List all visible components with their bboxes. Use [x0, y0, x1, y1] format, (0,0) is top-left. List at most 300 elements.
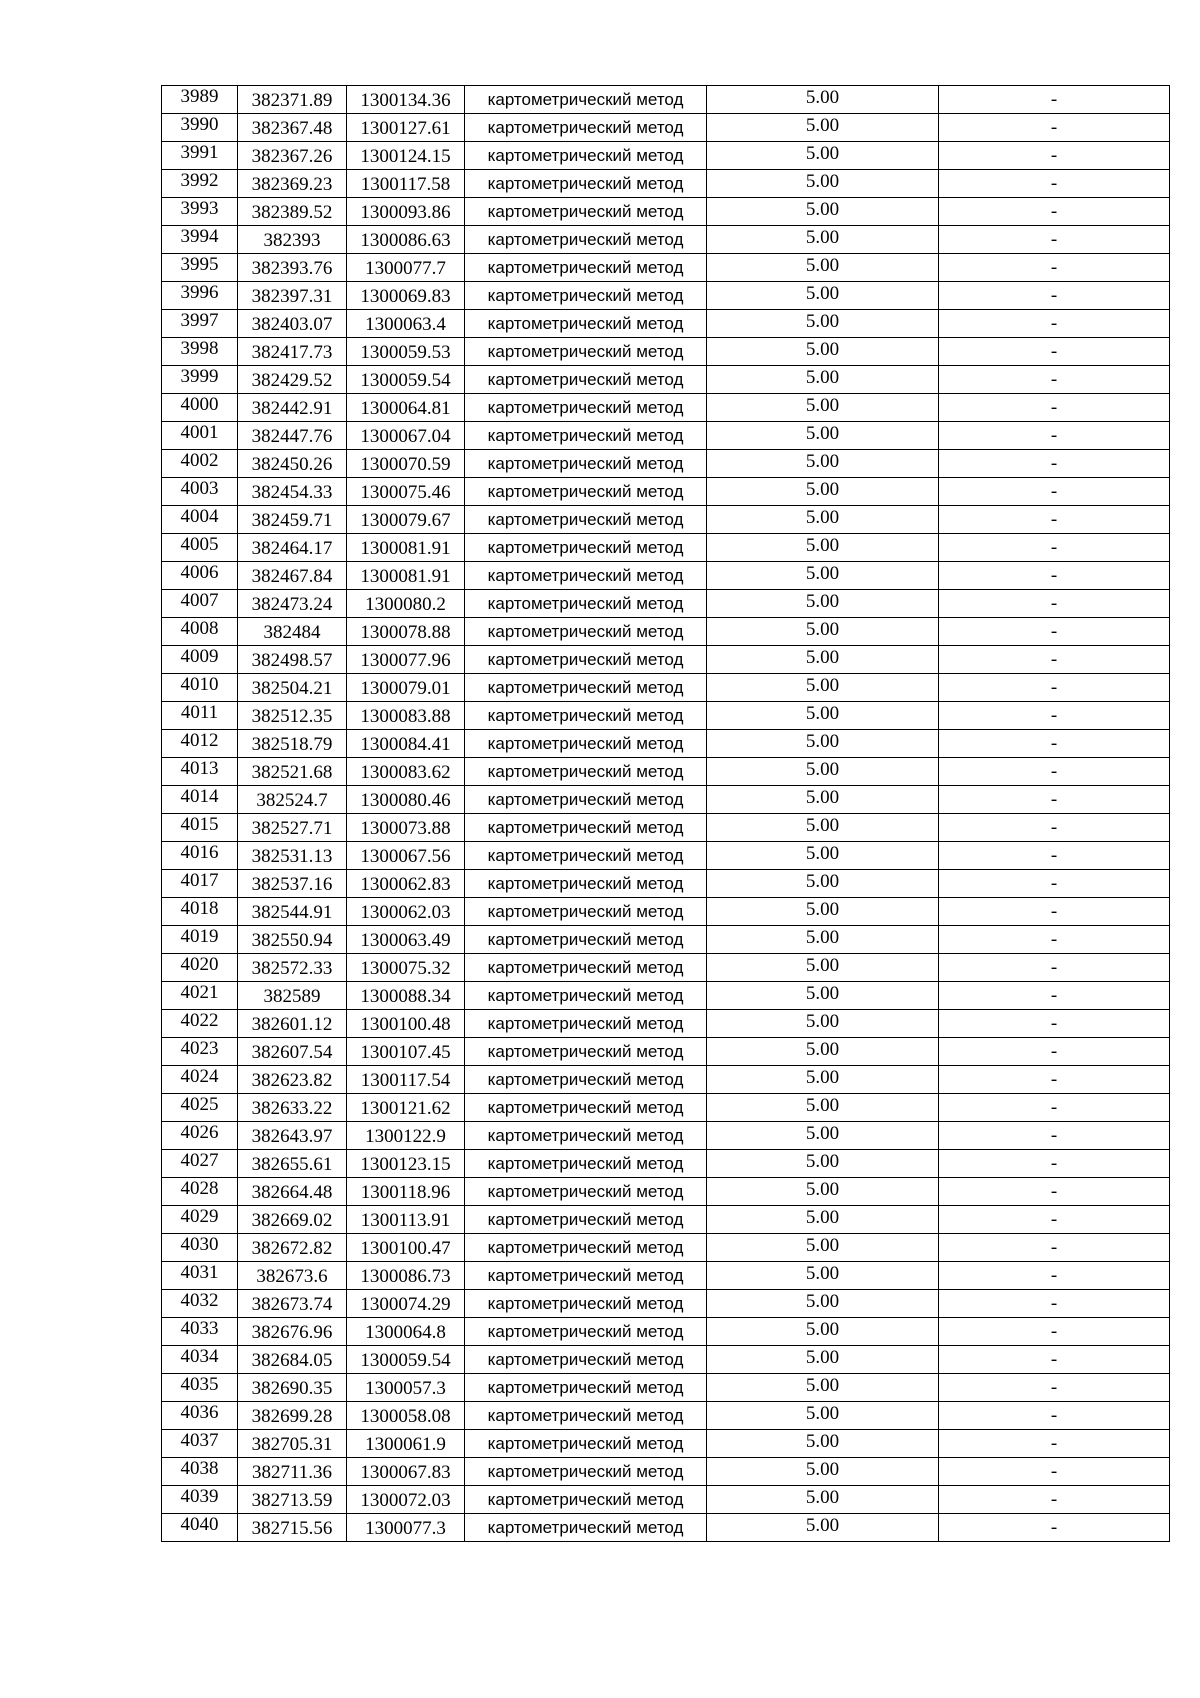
accuracy-cell: 5.00 [707, 730, 939, 758]
table-row [162, 1486, 1170, 1514]
method-cell: картометрический метод [465, 1206, 707, 1234]
table-row [162, 590, 1170, 618]
description-cell: - [939, 842, 1170, 870]
point-number-cell: 3991 [162, 142, 238, 170]
description-cell: - [939, 814, 1170, 842]
table-row [162, 982, 1170, 1010]
description-cell: - [939, 1262, 1170, 1290]
point-number-cell: 4030 [162, 1234, 238, 1262]
table-row [162, 1262, 1170, 1290]
table-row [162, 842, 1170, 870]
x-coordinate-cell: 382672.82 [238, 1234, 347, 1262]
method-cell: картометрический метод [465, 1318, 707, 1346]
point-number-cell: 4037 [162, 1430, 238, 1458]
method-cell: картометрический метод [465, 394, 707, 422]
table-row [162, 1234, 1170, 1262]
accuracy-cell: 5.00 [707, 142, 939, 170]
description-cell: - [939, 534, 1170, 562]
method-cell: картометрический метод [465, 478, 707, 506]
y-coordinate-cell: 1300059.54 [347, 1346, 465, 1374]
x-coordinate-cell: 382498.57 [238, 646, 347, 674]
x-coordinate-cell: 382643.97 [238, 1122, 347, 1150]
point-number-cell: 4032 [162, 1290, 238, 1318]
x-coordinate-cell: 382607.54 [238, 1038, 347, 1066]
x-coordinate-cell: 382711.36 [238, 1458, 347, 1486]
x-coordinate-cell: 382623.82 [238, 1066, 347, 1094]
description-cell: - [939, 86, 1170, 114]
x-coordinate-cell: 382473.24 [238, 590, 347, 618]
accuracy-cell: 5.00 [707, 590, 939, 618]
point-number-cell: 4039 [162, 1486, 238, 1514]
description-cell: - [939, 1514, 1170, 1542]
description-cell: - [939, 982, 1170, 1010]
x-coordinate-cell: 382393.76 [238, 254, 347, 282]
point-number-cell: 3989 [162, 86, 238, 114]
accuracy-cell: 5.00 [707, 310, 939, 338]
x-coordinate-cell: 382417.73 [238, 338, 347, 366]
accuracy-cell: 5.00 [707, 954, 939, 982]
table-row [162, 814, 1170, 842]
y-coordinate-cell: 1300079.67 [347, 506, 465, 534]
x-coordinate-cell: 382450.26 [238, 450, 347, 478]
table-row [162, 646, 1170, 674]
table-row [162, 1094, 1170, 1122]
description-cell: - [939, 954, 1170, 982]
method-cell: картометрический метод [465, 814, 707, 842]
x-coordinate-cell: 382442.91 [238, 394, 347, 422]
x-coordinate-cell: 382550.94 [238, 926, 347, 954]
method-cell: картометрический метод [465, 1374, 707, 1402]
y-coordinate-cell: 1300107.45 [347, 1038, 465, 1066]
method-cell: картометрический метод [465, 1402, 707, 1430]
accuracy-cell: 5.00 [707, 1374, 939, 1402]
point-number-cell: 4011 [162, 702, 238, 730]
table-row [162, 1374, 1170, 1402]
description-cell: - [939, 394, 1170, 422]
description-cell: - [939, 310, 1170, 338]
point-number-cell: 4027 [162, 1150, 238, 1178]
point-number-cell: 4026 [162, 1122, 238, 1150]
table-row [162, 506, 1170, 534]
point-number-cell: 4019 [162, 926, 238, 954]
description-cell: - [939, 730, 1170, 758]
accuracy-cell: 5.00 [707, 1066, 939, 1094]
description-cell: - [939, 170, 1170, 198]
method-cell: картометрический метод [465, 590, 707, 618]
point-number-cell: 4029 [162, 1206, 238, 1234]
description-cell: - [939, 114, 1170, 142]
point-number-cell: 3992 [162, 170, 238, 198]
description-cell: - [939, 1150, 1170, 1178]
description-cell: - [939, 870, 1170, 898]
y-coordinate-cell: 1300117.58 [347, 170, 465, 198]
y-coordinate-cell: 1300067.83 [347, 1458, 465, 1486]
y-coordinate-cell: 1300081.91 [347, 534, 465, 562]
accuracy-cell: 5.00 [707, 1206, 939, 1234]
y-coordinate-cell: 1300059.54 [347, 366, 465, 394]
accuracy-cell: 5.00 [707, 702, 939, 730]
point-number-cell: 3998 [162, 338, 238, 366]
method-cell: картометрический метод [465, 674, 707, 702]
x-coordinate-cell: 382521.68 [238, 758, 347, 786]
method-cell: картометрический метод [465, 338, 707, 366]
x-coordinate-cell: 382429.52 [238, 366, 347, 394]
description-cell: - [939, 1318, 1170, 1346]
x-coordinate-cell: 382673.6 [238, 1262, 347, 1290]
description-cell: - [939, 1010, 1170, 1038]
description-cell: - [939, 618, 1170, 646]
y-coordinate-cell: 1300075.32 [347, 954, 465, 982]
y-coordinate-cell: 1300063.4 [347, 310, 465, 338]
table-row [162, 1290, 1170, 1318]
accuracy-cell: 5.00 [707, 1150, 939, 1178]
x-coordinate-cell: 382715.56 [238, 1514, 347, 1542]
method-cell: картометрический метод [465, 870, 707, 898]
method-cell: картометрический метод [465, 142, 707, 170]
table-row [162, 674, 1170, 702]
accuracy-cell: 5.00 [707, 114, 939, 142]
y-coordinate-cell: 1300061.9 [347, 1430, 465, 1458]
table-row [162, 450, 1170, 478]
method-cell: картометрический метод [465, 226, 707, 254]
table-row [162, 562, 1170, 590]
point-number-cell: 4010 [162, 674, 238, 702]
table-row [162, 478, 1170, 506]
x-coordinate-cell: 382664.48 [238, 1178, 347, 1206]
accuracy-cell: 5.00 [707, 394, 939, 422]
description-cell: - [939, 1094, 1170, 1122]
x-coordinate-cell: 382459.71 [238, 506, 347, 534]
point-number-cell: 4020 [162, 954, 238, 982]
table-row [162, 1010, 1170, 1038]
x-coordinate-cell: 382669.02 [238, 1206, 347, 1234]
description-cell: - [939, 506, 1170, 534]
method-cell: картометрический метод [465, 310, 707, 338]
accuracy-cell: 5.00 [707, 982, 939, 1010]
coordinates-table-body [162, 86, 1170, 1542]
y-coordinate-cell: 1300064.81 [347, 394, 465, 422]
point-number-cell: 4016 [162, 842, 238, 870]
table-row [162, 618, 1170, 646]
point-number-cell: 4025 [162, 1094, 238, 1122]
table-row [162, 534, 1170, 562]
accuracy-cell: 5.00 [707, 1262, 939, 1290]
method-cell: картометрический метод [465, 1178, 707, 1206]
description-cell: - [939, 1458, 1170, 1486]
x-coordinate-cell: 382527.71 [238, 814, 347, 842]
method-cell: картометрический метод [465, 450, 707, 478]
method-cell: картометрический метод [465, 254, 707, 282]
accuracy-cell: 5.00 [707, 814, 939, 842]
table-row [162, 1402, 1170, 1430]
table-row [162, 1514, 1170, 1542]
description-cell: - [939, 674, 1170, 702]
x-coordinate-cell: 382393 [238, 226, 347, 254]
table-row [162, 1178, 1170, 1206]
accuracy-cell: 5.00 [707, 1430, 939, 1458]
table-row [162, 422, 1170, 450]
y-coordinate-cell: 1300057.3 [347, 1374, 465, 1402]
accuracy-cell: 5.00 [707, 1402, 939, 1430]
accuracy-cell: 5.00 [707, 1178, 939, 1206]
table-row [162, 1318, 1170, 1346]
x-coordinate-cell: 382531.13 [238, 842, 347, 870]
y-coordinate-cell: 1300059.53 [347, 338, 465, 366]
accuracy-cell: 5.00 [707, 226, 939, 254]
accuracy-cell: 5.00 [707, 282, 939, 310]
point-number-cell: 4033 [162, 1318, 238, 1346]
table-row [162, 1346, 1170, 1374]
accuracy-cell: 5.00 [707, 478, 939, 506]
table-row [162, 870, 1170, 898]
description-cell: - [939, 226, 1170, 254]
description-cell: - [939, 1234, 1170, 1262]
x-coordinate-cell: 382537.16 [238, 870, 347, 898]
point-number-cell: 4036 [162, 1402, 238, 1430]
point-number-cell: 3990 [162, 114, 238, 142]
method-cell: картометрический метод [465, 198, 707, 226]
x-coordinate-cell: 382518.79 [238, 730, 347, 758]
method-cell: картометрический метод [465, 786, 707, 814]
method-cell: картометрический метод [465, 534, 707, 562]
table-row [162, 86, 1170, 114]
accuracy-cell: 5.00 [707, 562, 939, 590]
y-coordinate-cell: 1300086.73 [347, 1262, 465, 1290]
y-coordinate-cell: 1300093.86 [347, 198, 465, 226]
y-coordinate-cell: 1300080.2 [347, 590, 465, 618]
point-number-cell: 4021 [162, 982, 238, 1010]
x-coordinate-cell: 382572.33 [238, 954, 347, 982]
accuracy-cell: 5.00 [707, 1010, 939, 1038]
method-cell: картометрический метод [465, 730, 707, 758]
point-number-cell: 4014 [162, 786, 238, 814]
method-cell: картометрический метод [465, 926, 707, 954]
x-coordinate-cell: 382464.17 [238, 534, 347, 562]
x-coordinate-cell: 382524.7 [238, 786, 347, 814]
point-number-cell: 4022 [162, 1010, 238, 1038]
x-coordinate-cell: 382633.22 [238, 1094, 347, 1122]
method-cell: картометрический метод [465, 1038, 707, 1066]
table-row [162, 1206, 1170, 1234]
description-cell: - [939, 338, 1170, 366]
method-cell: картометрический метод [465, 1290, 707, 1318]
point-number-cell: 4001 [162, 422, 238, 450]
description-cell: - [939, 1346, 1170, 1374]
y-coordinate-cell: 1300073.88 [347, 814, 465, 842]
point-number-cell: 3996 [162, 282, 238, 310]
table-row [162, 282, 1170, 310]
x-coordinate-cell: 382589 [238, 982, 347, 1010]
accuracy-cell: 5.00 [707, 618, 939, 646]
table-row [162, 198, 1170, 226]
accuracy-cell: 5.00 [707, 450, 939, 478]
y-coordinate-cell: 1300113.91 [347, 1206, 465, 1234]
accuracy-cell: 5.00 [707, 506, 939, 534]
y-coordinate-cell: 1300080.46 [347, 786, 465, 814]
table-row [162, 702, 1170, 730]
method-cell: картометрический метод [465, 170, 707, 198]
table-row [162, 226, 1170, 254]
x-coordinate-cell: 382684.05 [238, 1346, 347, 1374]
description-cell: - [939, 898, 1170, 926]
point-number-cell: 4015 [162, 814, 238, 842]
accuracy-cell: 5.00 [707, 422, 939, 450]
y-coordinate-cell: 1300063.49 [347, 926, 465, 954]
point-number-cell: 4002 [162, 450, 238, 478]
point-number-cell: 4007 [162, 590, 238, 618]
point-number-cell: 4023 [162, 1038, 238, 1066]
accuracy-cell: 5.00 [707, 1122, 939, 1150]
x-coordinate-cell: 382705.31 [238, 1430, 347, 1458]
point-number-cell: 4017 [162, 870, 238, 898]
y-coordinate-cell: 1300118.96 [347, 1178, 465, 1206]
y-coordinate-cell: 1300127.61 [347, 114, 465, 142]
method-cell: картометрический метод [465, 1514, 707, 1542]
method-cell: картометрический метод [465, 1430, 707, 1458]
y-coordinate-cell: 1300069.83 [347, 282, 465, 310]
point-number-cell: 4009 [162, 646, 238, 674]
point-number-cell: 3997 [162, 310, 238, 338]
point-number-cell: 4008 [162, 618, 238, 646]
point-number-cell: 4038 [162, 1458, 238, 1486]
table-row [162, 366, 1170, 394]
description-cell: - [939, 1486, 1170, 1514]
description-cell: - [939, 646, 1170, 674]
accuracy-cell: 5.00 [707, 646, 939, 674]
y-coordinate-cell: 1300067.56 [347, 842, 465, 870]
point-number-cell: 4003 [162, 478, 238, 506]
table-row [162, 1150, 1170, 1178]
accuracy-cell: 5.00 [707, 86, 939, 114]
description-cell: - [939, 1206, 1170, 1234]
accuracy-cell: 5.00 [707, 198, 939, 226]
description-cell: - [939, 422, 1170, 450]
point-number-cell: 4024 [162, 1066, 238, 1094]
x-coordinate-cell: 382369.23 [238, 170, 347, 198]
x-coordinate-cell: 382403.07 [238, 310, 347, 338]
accuracy-cell: 5.00 [707, 1094, 939, 1122]
description-cell: - [939, 1374, 1170, 1402]
table-row [162, 310, 1170, 338]
description-cell: - [939, 1038, 1170, 1066]
method-cell: картометрический метод [465, 366, 707, 394]
description-cell: - [939, 1178, 1170, 1206]
point-number-cell: 4040 [162, 1514, 238, 1542]
point-number-cell: 3994 [162, 226, 238, 254]
y-coordinate-cell: 1300070.59 [347, 450, 465, 478]
accuracy-cell: 5.00 [707, 1290, 939, 1318]
accuracy-cell: 5.00 [707, 674, 939, 702]
y-coordinate-cell: 1300086.63 [347, 226, 465, 254]
accuracy-cell: 5.00 [707, 758, 939, 786]
description-cell: - [939, 786, 1170, 814]
y-coordinate-cell: 1300058.08 [347, 1402, 465, 1430]
y-coordinate-cell: 1300064.8 [347, 1318, 465, 1346]
point-number-cell: 4005 [162, 534, 238, 562]
y-coordinate-cell: 1300122.9 [347, 1122, 465, 1150]
description-cell: - [939, 926, 1170, 954]
y-coordinate-cell: 1300088.34 [347, 982, 465, 1010]
description-cell: - [939, 590, 1170, 618]
x-coordinate-cell: 382655.61 [238, 1150, 347, 1178]
method-cell: картометрический метод [465, 1262, 707, 1290]
x-coordinate-cell: 382673.74 [238, 1290, 347, 1318]
description-cell: - [939, 758, 1170, 786]
point-number-cell: 4035 [162, 1374, 238, 1402]
table-row [162, 730, 1170, 758]
x-coordinate-cell: 382512.35 [238, 702, 347, 730]
point-number-cell: 4013 [162, 758, 238, 786]
method-cell: картометрический метод [465, 1066, 707, 1094]
method-cell: картометрический метод [465, 646, 707, 674]
y-coordinate-cell: 1300072.03 [347, 1486, 465, 1514]
y-coordinate-cell: 1300075.46 [347, 478, 465, 506]
accuracy-cell: 5.00 [707, 898, 939, 926]
x-coordinate-cell: 382690.35 [238, 1374, 347, 1402]
y-coordinate-cell: 1300081.91 [347, 562, 465, 590]
accuracy-cell: 5.00 [707, 842, 939, 870]
point-number-cell: 4031 [162, 1262, 238, 1290]
method-cell: картометрический метод [465, 898, 707, 926]
point-number-cell: 4004 [162, 506, 238, 534]
x-coordinate-cell: 382467.84 [238, 562, 347, 590]
y-coordinate-cell: 1300077.3 [347, 1514, 465, 1542]
accuracy-cell: 5.00 [707, 926, 939, 954]
table-row [162, 114, 1170, 142]
table-row [162, 142, 1170, 170]
y-coordinate-cell: 1300100.47 [347, 1234, 465, 1262]
x-coordinate-cell: 382454.33 [238, 478, 347, 506]
accuracy-cell: 5.00 [707, 1458, 939, 1486]
method-cell: картометрический метод [465, 114, 707, 142]
table-row [162, 254, 1170, 282]
accuracy-cell: 5.00 [707, 338, 939, 366]
y-coordinate-cell: 1300077.7 [347, 254, 465, 282]
x-coordinate-cell: 382397.31 [238, 282, 347, 310]
description-cell: - [939, 478, 1170, 506]
y-coordinate-cell: 1300077.96 [347, 646, 465, 674]
accuracy-cell: 5.00 [707, 1318, 939, 1346]
description-cell: - [939, 282, 1170, 310]
y-coordinate-cell: 1300100.48 [347, 1010, 465, 1038]
point-number-cell: 4028 [162, 1178, 238, 1206]
y-coordinate-cell: 1300067.04 [347, 422, 465, 450]
y-coordinate-cell: 1300084.41 [347, 730, 465, 758]
table-row [162, 170, 1170, 198]
y-coordinate-cell: 1300117.54 [347, 1066, 465, 1094]
point-number-cell: 4018 [162, 898, 238, 926]
method-cell: картометрический метод [465, 86, 707, 114]
accuracy-cell: 5.00 [707, 254, 939, 282]
point-number-cell: 4012 [162, 730, 238, 758]
table-row [162, 338, 1170, 366]
description-cell: - [939, 366, 1170, 394]
point-number-cell: 4000 [162, 394, 238, 422]
x-coordinate-cell: 382484 [238, 618, 347, 646]
x-coordinate-cell: 382699.28 [238, 1402, 347, 1430]
table-row [162, 394, 1170, 422]
accuracy-cell: 5.00 [707, 1346, 939, 1374]
y-coordinate-cell: 1300074.29 [347, 1290, 465, 1318]
description-cell: - [939, 1066, 1170, 1094]
method-cell: картометрический метод [465, 982, 707, 1010]
accuracy-cell: 5.00 [707, 1234, 939, 1262]
accuracy-cell: 5.00 [707, 170, 939, 198]
description-cell: - [939, 142, 1170, 170]
table-row [162, 898, 1170, 926]
table-row [162, 1458, 1170, 1486]
description-cell: - [939, 1402, 1170, 1430]
